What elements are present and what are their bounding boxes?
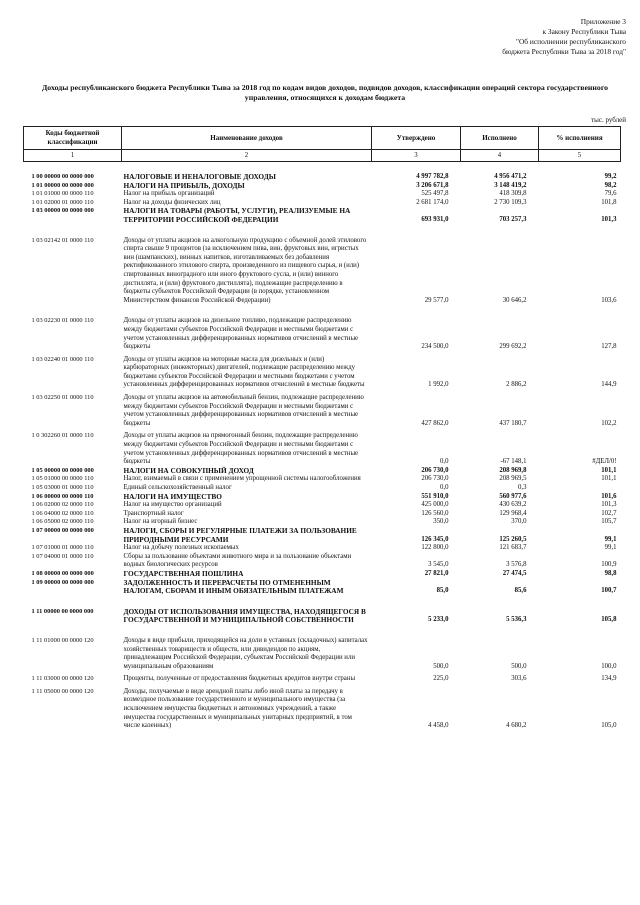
- header-approved: Утверждено: [372, 127, 461, 150]
- table-row: [24, 390, 621, 428]
- row-code: 1 03 02240 01 0000 110: [31, 355, 94, 363]
- row-percent: #ДЕЛ/0!: [592, 458, 617, 466]
- row-executed: 208 969,5: [499, 475, 527, 483]
- row-executed: 208 969,8: [499, 466, 527, 474]
- row-name: НАЛОГИ НА ИМУЩЕСТВО: [123, 491, 222, 501]
- row-executed: 85,6: [514, 587, 527, 595]
- row-name: Налог на имущество организаций: [123, 501, 222, 509]
- units-label: тыс. рублей: [591, 116, 626, 124]
- row-approved: 27 821,0: [424, 569, 449, 577]
- row-code: 1 08 00000 00 0000 000: [31, 569, 94, 577]
- row-percent: 105,8: [601, 616, 617, 624]
- row-approved: 3 206 671,8: [416, 181, 449, 189]
- row-percent: 103,6: [601, 296, 617, 304]
- table-row: [24, 467, 621, 476]
- row-executed: 303,6: [511, 675, 527, 683]
- row-code: 1 01 01000 00 0000 110: [31, 190, 94, 198]
- row-code: 1 01 00000 00 0000 000: [31, 181, 94, 189]
- table-header-row: [24, 127, 621, 150]
- table-row: [24, 173, 621, 182]
- row-name: Налог на игорный бизнес: [123, 518, 198, 526]
- row-name: ЗАДОЛЖЕННОСТЬ И ПЕРЕРАСЧЕТЫ ПО ОТМЕНЕННЫМ НАЛОГАМ, СБОРАМ И ИНЫМ ОБЯЗАТЕЛЬНЫМ ПЛАТЕЖАМ: [123, 577, 344, 596]
- row-name: Доходы от уплаты акцизов на моторные масла для дизельных и (или) карбюраторных (инжекторных) двигателей, подлежащие распределению между бюджетами субъектов Российской Федерации и местными бюджетами с учетом установленных дифференцированных нормативов отчислений в местные бюджеты: [123, 355, 365, 389]
- row-executed: 437 180,7: [499, 419, 527, 427]
- row-executed: 2 886,2: [506, 381, 527, 389]
- document-title: Доходы республиканского бюджета Республики Тыва за 2018 год по кодам видов доходов, подвидов доходов, классификации операций сектора государственного управления, относящихся к доходам бюджета: [41, 83, 609, 102]
- row-code: 1 11 03000 00 0000 120: [31, 675, 94, 683]
- row-percent: 102,7: [601, 509, 617, 517]
- row-percent: [539, 484, 621, 493]
- row-executed: 0,3: [518, 484, 527, 491]
- row-name: Налог на доходы физических лиц: [123, 198, 221, 206]
- row-executed: 4 680,2: [506, 722, 527, 730]
- row-executed: 125 260,5: [499, 535, 527, 543]
- row-approved: 29 577,0: [424, 296, 449, 304]
- row-approved: 225,0: [433, 675, 449, 683]
- row-code: 1 09 00000 00 0000 000: [31, 578, 94, 586]
- row-code: 1 03 02142 01 0000 110: [31, 236, 94, 244]
- row-approved: 4 458,0: [428, 722, 449, 730]
- table-row: [24, 544, 621, 553]
- row-name: НАЛОГИ НА ПРИБЫЛЬ, ДОХОДЫ: [123, 180, 245, 190]
- row-percent: 144,9: [601, 381, 617, 389]
- row-code: 1 03 02250 01 0000 110: [31, 394, 94, 402]
- row-percent: 101,6: [601, 492, 617, 500]
- row-percent: 79,6: [604, 190, 617, 198]
- row-code: 1 05 03000 01 0000 110: [31, 484, 94, 491]
- table-row: [24, 671, 621, 684]
- row-percent: 102,2: [601, 419, 617, 427]
- row-name: ГОСУДАРСТВЕННАЯ ПОШЛИНА: [123, 568, 244, 578]
- revenue-table: [23, 126, 621, 731]
- row-name: НАЛОГИ НА ТОВАРЫ (РАБОТЫ, УСЛУГИ), РЕАЛИЗУЕМЫЕ НА ТЕРРИТОРИИ РОССИЙСКОЙ ФЕДЕРАЦИИ: [123, 206, 351, 224]
- row-code: 1 03 02230 01 0000 110: [31, 317, 94, 325]
- table-spacer: [24, 162, 621, 174]
- row-executed: 299 692,2: [499, 343, 527, 351]
- row-executed: 418 309,8: [499, 190, 527, 198]
- row-approved: 693 931,0: [421, 215, 449, 223]
- row-name: Единый сельскохозяйственный налог: [123, 484, 232, 491]
- row-approved: 551 910,0: [421, 492, 449, 500]
- row-approved: 206 730,0: [421, 466, 449, 474]
- table-row: [24, 475, 621, 484]
- row-percent: 100,9: [601, 561, 617, 569]
- row-name: Доходы в виде прибыли, приходящейся на доли в уставных (складочных) капиталах хозяйственных товариществ и обществ, или дивидендов по акциям, принадлежащим Российской Федерации, субъектам Российской Федерации или муниципальным образованиям: [123, 636, 368, 670]
- row-approved: 525 497,8: [421, 190, 449, 198]
- row-percent: 105,7: [601, 518, 617, 526]
- table-row: [24, 190, 621, 199]
- row-code: 1 07 00000 00 0000 000: [31, 526, 94, 534]
- row-percent: 99,2: [604, 173, 617, 180]
- row-percent: 98,2: [604, 181, 617, 189]
- table-row: [24, 493, 621, 502]
- row-code: 1 06 04000 02 0000 110: [31, 509, 94, 517]
- row-percent: 101,3: [601, 215, 617, 223]
- row-executed: 27 474,5: [502, 569, 527, 577]
- column-number: 4: [461, 150, 539, 162]
- appendix-law-title-1: "Об исполнении республиканского: [515, 37, 626, 46]
- table-row: [24, 207, 621, 224]
- row-executed: 500,0: [511, 662, 527, 670]
- table-row: [24, 527, 621, 544]
- table-row: [24, 510, 621, 519]
- table-row: [24, 596, 621, 625]
- header-percent: % исполнения: [539, 127, 621, 150]
- row-approved: 3 545,0: [428, 561, 449, 569]
- row-name: НАЛОГИ НА СОВОКУПНЫЙ ДОХОД: [123, 465, 254, 475]
- row-percent: 99,1: [604, 535, 617, 543]
- row-code: 1 01 02000 01 0000 110: [31, 198, 94, 206]
- table-row: [24, 501, 621, 510]
- row-code: 1 05 00000 00 0000 000: [31, 466, 94, 474]
- row-percent: 101,8: [601, 198, 617, 206]
- header-code: Коды бюджетной классификации: [24, 127, 122, 150]
- row-percent: 105,0: [601, 722, 617, 730]
- row-executed: 370,0: [511, 518, 527, 526]
- row-percent: 98,8: [604, 569, 617, 577]
- table-row: [24, 684, 621, 731]
- row-code: 1 06 00000 00 0000 110: [31, 492, 94, 500]
- header-executed: Исполнено: [461, 127, 539, 150]
- row-executed: 703 257,3: [499, 215, 527, 223]
- row-approved: 122 800,0: [421, 544, 449, 552]
- row-name: Налог на прибыль организаций: [123, 190, 215, 198]
- row-executed: 4 956 471,2: [494, 173, 527, 180]
- row-approved: 85,0: [436, 587, 449, 595]
- row-approved: 234 500,0: [421, 343, 449, 351]
- table-row: [24, 182, 621, 191]
- row-name: НАЛОГИ, СБОРЫ И РЕГУЛЯРНЫЕ ПЛАТЕЖИ ЗА ПОЛЬЗОВАНИЕ ПРИРОДНЫМИ РЕСУРСАМИ: [123, 525, 357, 544]
- row-percent: 101,1: [601, 466, 617, 474]
- row-approved: 425 000,0: [421, 501, 449, 509]
- row-approved: 0,0: [440, 484, 449, 491]
- row-name: ДОХОДЫ ОТ ИСПОЛЬЗОВАНИЯ ИМУЩЕСТВА, НАХОДЯЩЕГОСЯ В ГОСУДАРСТВЕННОЙ И МУНИЦИПАЛЬНОЙ СОБСТВЕННОСТИ: [123, 606, 366, 625]
- row-code: 1 03 00000 00 0000 000: [31, 207, 94, 215]
- row-approved: 126 345,0: [421, 535, 449, 543]
- appendix-law-ref: к Закону Республики Тыва: [542, 27, 626, 36]
- column-number: 2: [122, 150, 372, 162]
- column-number: 3: [372, 150, 461, 162]
- appendix-law-title-2: бюджета Республики Тыва за 2018 год": [502, 47, 626, 56]
- table-row: [24, 225, 621, 306]
- row-name: Доходы от уплаты акцизов на автомобильный бензин, подлежащие распределению между бюджетами субъектов Российской Федерации и местными бюджетами с учетом установленных дифференцированных нормативов отчислений в местные бюджеты: [123, 394, 364, 427]
- row-name: Доходы от уплаты акцизов на дизельное топливо, подлежащие распределению между бюджетами субъектов Российской Федерации и местными бюджетами с учетом установленных дифференцированных нормативов отчислений в местные бюджеты: [123, 317, 359, 351]
- row-name: Налог, взимаемый в связи с применением упрощенной системы налогообложения: [123, 475, 361, 483]
- row-name: НАЛОГОВЫЕ И НЕНАЛОГОВЫЕ ДОХОДЫ: [123, 172, 276, 181]
- appendix-reference: [426, 17, 626, 57]
- row-executed: 3 148 419,2: [494, 181, 527, 189]
- table-row: [24, 352, 621, 390]
- row-name: Доходы от уплаты акцизов на алкогольную продукцию с объемной долей этилового спирта свыше 9 процентов (за исключением пива, вин, фруктовых вин, игристых вин (шампанских), винных напитков, изготавливаемых без добавления ректификованного этилового спирта, произведенного из пищевого сырья, и (или) спиртованных виноградного или иного фруктового сусла, и (или) винного дистиллята, и (или) фруктового дистиллята), подлежащие распределению в бюджеты субъектов Российской Федерации (в порядке, установленном Министерством финансов Российской Федерации): [123, 236, 367, 304]
- row-percent: 100,7: [601, 587, 617, 595]
- table-row: [24, 484, 621, 493]
- row-executed: 30 646,2: [502, 296, 527, 304]
- row-approved: 2 681 174,0: [416, 198, 449, 206]
- row-name: Транспортный налог: [123, 509, 184, 517]
- row-code: 1 07 01000 01 0000 110: [31, 544, 94, 552]
- row-code: 1 11 05000 00 0000 120: [31, 687, 94, 695]
- row-code: 1 00 00000 00 0000 000: [31, 173, 94, 180]
- row-code: 1 05 01000 00 0000 110: [31, 475, 94, 483]
- table-row: [24, 579, 621, 596]
- row-percent: 127,8: [601, 343, 617, 351]
- row-code: 1 06 02000 02 0000 110: [31, 501, 94, 509]
- column-number-row: [24, 150, 621, 162]
- table-row: [24, 625, 621, 671]
- row-executed: -67 148,1: [500, 458, 527, 466]
- row-approved: 427 862,0: [421, 419, 449, 427]
- header-name: Наименование доходов: [122, 127, 372, 150]
- row-executed: 430 639,2: [499, 501, 527, 509]
- row-approved: 1 992,0: [428, 381, 449, 389]
- row-code: 1 11 01000 00 0000 120: [31, 636, 94, 644]
- row-approved: 206 730,0: [421, 475, 449, 483]
- row-name: Доходы, получаемые в виде арендной платы либо иной платы за передачу в возмездное пользование государственного и муниципального имущества (за исключением имущества бюджетных и автономных учреждений, а также имущества государственных и муниципальных унитарных предприятий, в том числе казенных): [123, 687, 352, 730]
- table-row: [24, 553, 621, 570]
- row-name: Проценты, полученные от предоставления бюджетных кредитов внутри страны: [123, 675, 356, 683]
- row-name: Сборы за пользование объектами животного мира и за пользование объектами водных биологических ресурсов: [123, 552, 352, 569]
- row-executed: 5 536,3: [506, 616, 527, 624]
- row-percent: 134,9: [601, 675, 617, 683]
- row-name: Доходы от уплаты акцизов на прямогонный бензин, подлежащие распределению между бюджетами субъектов Российской Федерации и местными бюджетами с учетом установленных дифференцированных нормативов отчислений в местные бюджеты: [123, 432, 359, 466]
- row-approved: 5 233,0: [428, 616, 449, 624]
- row-code: 1 06 05000 02 0000 110: [31, 518, 94, 526]
- row-code: 1 07 04000 01 0000 110: [31, 552, 94, 560]
- row-approved: 126 560,0: [421, 509, 449, 517]
- appendix-number: Приложение 3: [580, 17, 626, 26]
- row-executed: 129 968,4: [499, 509, 527, 517]
- row-percent: 101,3: [601, 501, 617, 509]
- row-percent: 99,1: [604, 544, 617, 552]
- row-name: Налог на добычу полезных ископаемых: [123, 544, 239, 552]
- row-executed: 121 683,7: [499, 544, 527, 552]
- row-percent: 100,0: [601, 662, 617, 670]
- row-percent: 101,1: [601, 475, 617, 483]
- row-approved: 0,0: [440, 458, 449, 466]
- row-executed: 560 977,6: [499, 492, 527, 500]
- column-number: 1: [24, 150, 122, 162]
- row-approved: 4 997 782,8: [416, 173, 449, 180]
- row-executed: 2 730 109,3: [494, 198, 527, 206]
- column-number: 5: [539, 150, 621, 162]
- row-executed: 3 576,8: [506, 561, 527, 569]
- row-code: 1 0 302260 01 0000 110: [31, 432, 94, 440]
- row-approved: 500,0: [433, 662, 449, 670]
- table-row: [24, 305, 621, 351]
- table-row: [24, 428, 621, 466]
- row-code: 1 11 00000 00 0000 000: [31, 607, 94, 615]
- row-approved: 350,0: [433, 518, 449, 526]
